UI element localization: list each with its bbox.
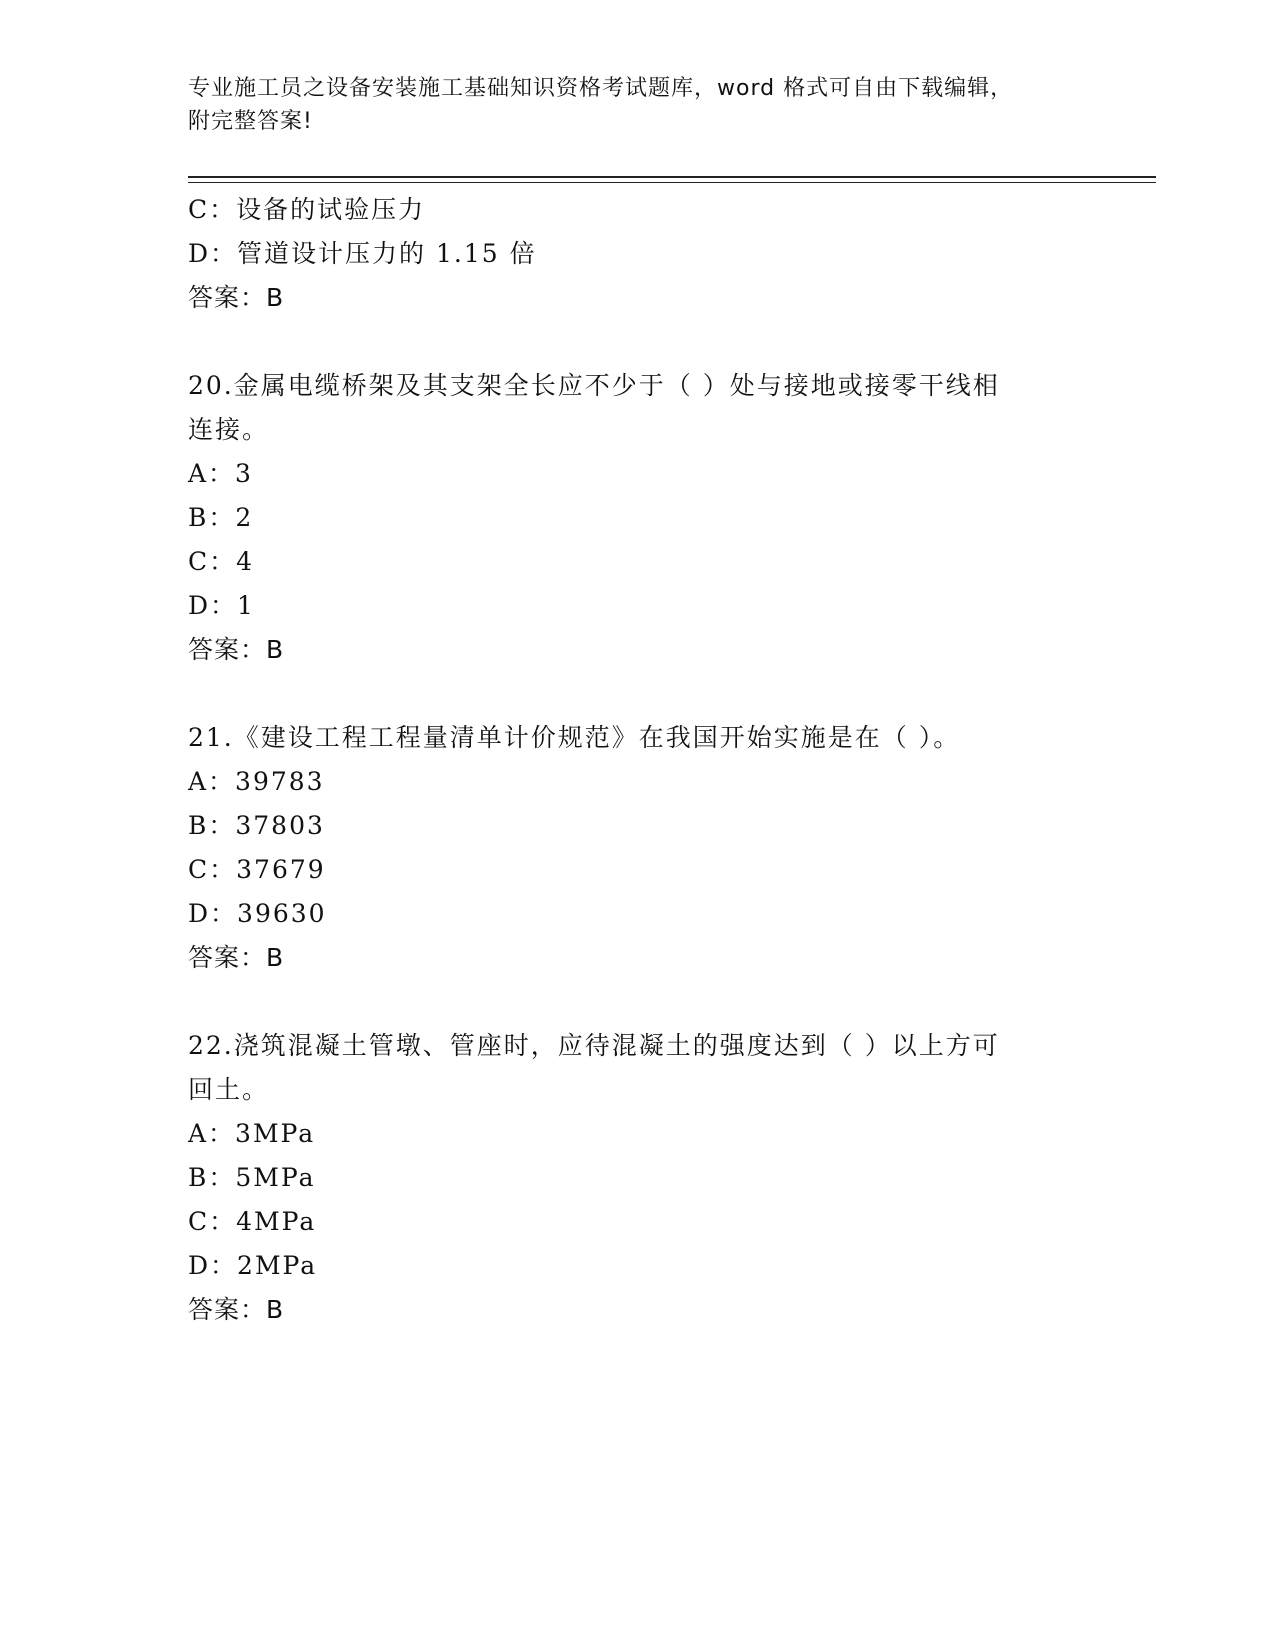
q22-stem-line-2: 回土。 (188, 1075, 270, 1104)
q19-option-c: C：设备的试验压力 (188, 195, 426, 224)
q20-option-c: C：4 (188, 547, 255, 576)
q20-answer: 答案：B (188, 635, 285, 664)
q22-answer: 答案：B (188, 1295, 285, 1324)
q21-stem-line-1: 21.《建设工程工程量清单计价规范》在我国开始实施是在（ ）。 (188, 723, 961, 752)
q20-option-d: D：1 (188, 591, 255, 620)
q22-option-b: B：5MPa (188, 1163, 316, 1192)
q21-option-d: D：39630 (188, 899, 327, 928)
q19-answer: 答案：B (188, 283, 285, 312)
header-line-2: 附完整答案! (188, 109, 313, 134)
header-divider-thick (188, 176, 1156, 178)
q21-option-c: C：37679 (188, 855, 326, 884)
page-header (188, 72, 1068, 138)
q20-option-b: B：2 (188, 503, 254, 532)
q20-option-a: A：3 (188, 459, 253, 488)
q22-option-a: A：3MPa (188, 1119, 316, 1148)
q22-option-d: D：2MPa (188, 1251, 318, 1280)
q21-option-b: B：37803 (188, 811, 325, 840)
q20-stem-line-1: 20.金属电缆桥架及其支架全长应不少于（ ）处与接地或接零干线相 (188, 371, 1000, 400)
header-line-1: 专业施工员之设备安装施工基础知识资格考试题库，word 格式可自由下载编辑， (188, 76, 1014, 101)
header-divider-thin (188, 182, 1156, 183)
q21-option-a: A：39783 (188, 767, 325, 796)
q19-option-d: D：管道设计压力的 1.15 倍 (188, 239, 537, 268)
q22-stem-line-1: 22.浇筑混凝土管墩、管座时，应待混凝土的强度达到（ ）以上方可 (188, 1031, 1000, 1060)
q20-stem-line-2: 连接。 (188, 415, 270, 444)
q21-answer: 答案：B (188, 943, 285, 972)
q22-option-c: C：4MPa (188, 1207, 317, 1236)
